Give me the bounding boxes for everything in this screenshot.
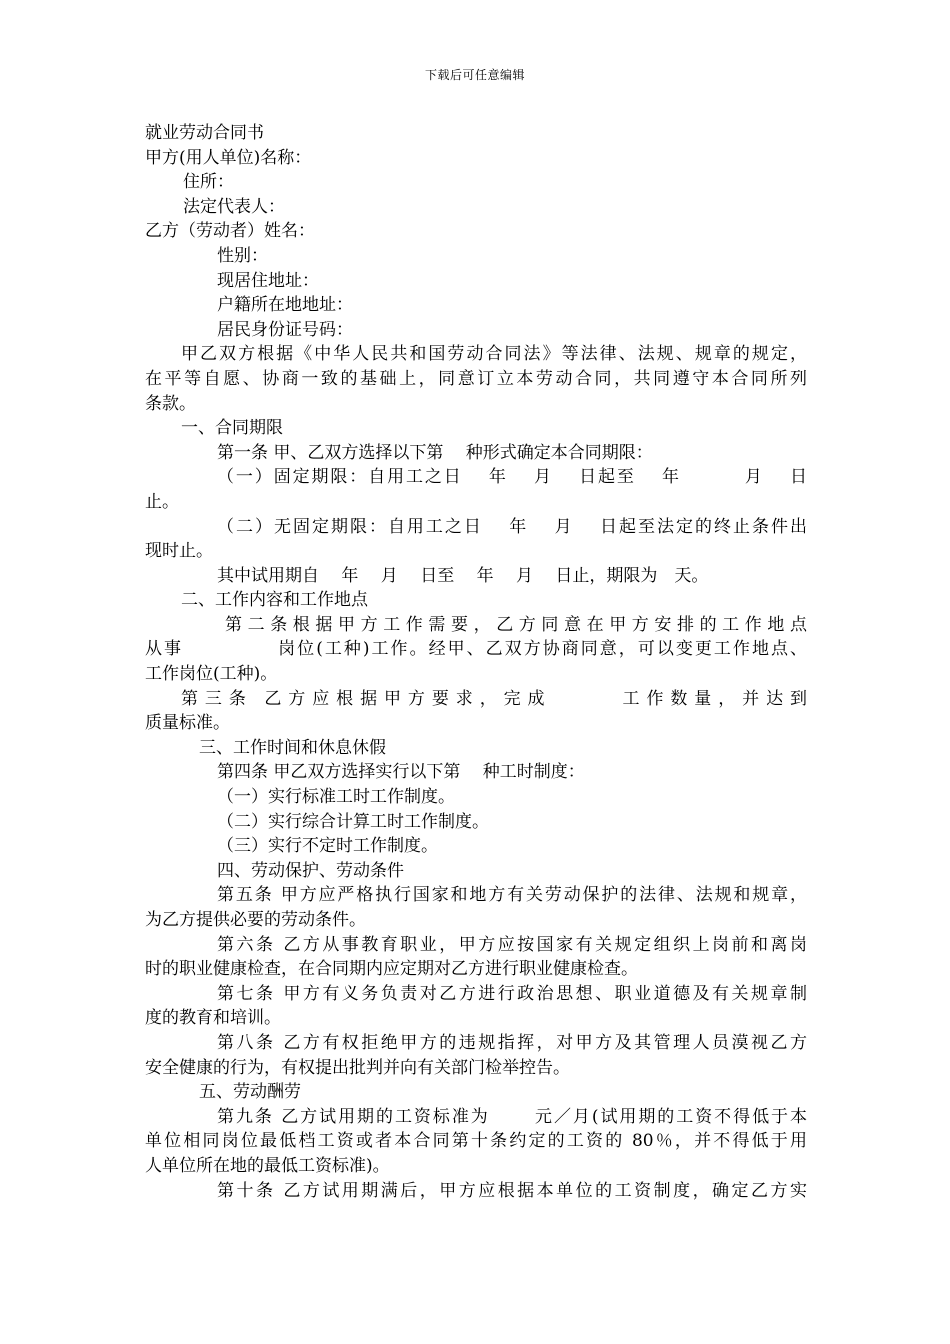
contract-line: 第四条 甲乙双方选择实行以下第 种工时制度： <box>217 762 585 783</box>
contract-line: 单位相同岗位最低档工资或者本合同第十条约定的工资的 80％，并不得低于用 <box>145 1131 807 1152</box>
contract-line: 第七条 甲方有义务负责对乙方进行政治思想、职业道德及有关规章制 <box>217 983 807 1004</box>
contract-line: 性别： <box>217 245 268 266</box>
contract-line: 现时止。 <box>145 541 213 562</box>
contract-line: 第一条 甲、乙双方选择以下第 种形式确定本合同期限： <box>217 442 653 463</box>
contract-line: （一）实行标准工时工作制度。 <box>217 787 455 808</box>
contract-line: 法定代表人： <box>183 196 285 217</box>
contract-line: 第八条 乙方有权拒绝甲方的违规指挥，对甲方及其管理人员漠视乙方 <box>217 1032 807 1053</box>
contract-line: 四、劳动保护、劳动条件 <box>217 860 404 881</box>
contract-line: （三）实行不定时工作制度。 <box>217 836 438 857</box>
contract-line: 一、合同期限 <box>181 418 283 439</box>
contract-line: 第 二 条 根 据 甲 方 工 作 需 要 ， 乙 方 同 意 在 甲 方 安 排 的 工 作 地 点 <box>225 614 807 635</box>
contract-line: 住所： <box>183 172 234 193</box>
contract-line: 甲方(用人单位)名称： <box>145 147 312 168</box>
contract-line: 甲乙双方根据《中华人民共和国劳动合同法》等法律、法规、规章的规定， <box>181 344 807 365</box>
contract-line: 工作岗位(工种)。 <box>145 664 278 685</box>
contract-line: 安全健康的行为，有权提出批判并向有关部门检举控告。 <box>145 1057 570 1078</box>
contract-line: 在平等自愿、协商一致的基础上，同意订立本劳动合同，共同遵守本合同所列 <box>145 368 807 389</box>
contract-line: 第六条 乙方从事教育职业，甲方应按国家有关规定组织上岗前和离岗 <box>217 934 807 955</box>
contract-line: 五、劳动酬劳 <box>199 1082 301 1103</box>
contract-line: 条款。 <box>145 393 196 414</box>
contract-line: 止。 <box>145 491 179 512</box>
contract-body <box>145 121 807 1203</box>
contract-line: 其中试用期自 年 月 日至 年 月 日止，期限为 天。 <box>217 565 709 586</box>
contract-line: 时的职业健康检查，在合同期内应定期对乙方进行职业健康检查。 <box>145 959 638 980</box>
contract-line: 第 三 条 乙 方 应 根 据 甲 方 要 求 ， 完 成 工 作 数 量 ， 并 达 到 <box>181 688 807 709</box>
contract-line: 二、工作内容和工作地点 <box>181 590 368 611</box>
contract-line: 乙方（劳动者）姓名： <box>145 221 315 242</box>
contract-line: 户籍所在地地址： <box>217 295 353 316</box>
contract-line: 第十条 乙方试用期满后，甲方应根据本单位的工资制度，确定乙方实 <box>217 1180 807 1201</box>
contract-line: （一）固定期限：自用工之日 年 月 日起至 年 月 日 <box>217 467 807 488</box>
contract-line: 为乙方提供必要的劳动条件。 <box>145 910 366 930</box>
contract-line: 度的教育和培训。 <box>145 1008 281 1029</box>
contract-line: 人单位所在地的最低工资标准)。 <box>145 1155 390 1176</box>
contract-line: 居民身份证号码： <box>217 319 353 340</box>
contract-line: 第九条 乙方试用期的工资标准为 元／月(试用期的工资不得低于本 <box>217 1106 807 1127</box>
contract-line: （二）无固定期限：自用工之日 年 月 日起至法定的终止条件出 <box>217 516 807 537</box>
contract-line: 现居住地址： <box>217 270 319 291</box>
contract-line: （二）实行综合计算工时工作制度。 <box>217 811 489 832</box>
contract-line: 就业劳动合同书 <box>145 123 264 143</box>
contract-line: 从事 岗位(工种)工作。经甲、乙双方协商同意，可以变更工作地点、 <box>145 639 807 660</box>
contract-line: 第五条 甲方应严格执行国家和地方有关劳动保护的法律、法规和规章， <box>217 885 807 906</box>
contract-line: 三、工作时间和休息休假 <box>199 737 386 758</box>
contract-line: 质量标准。 <box>145 713 230 734</box>
page-header: 下载后可任意编辑 <box>424 68 525 82</box>
